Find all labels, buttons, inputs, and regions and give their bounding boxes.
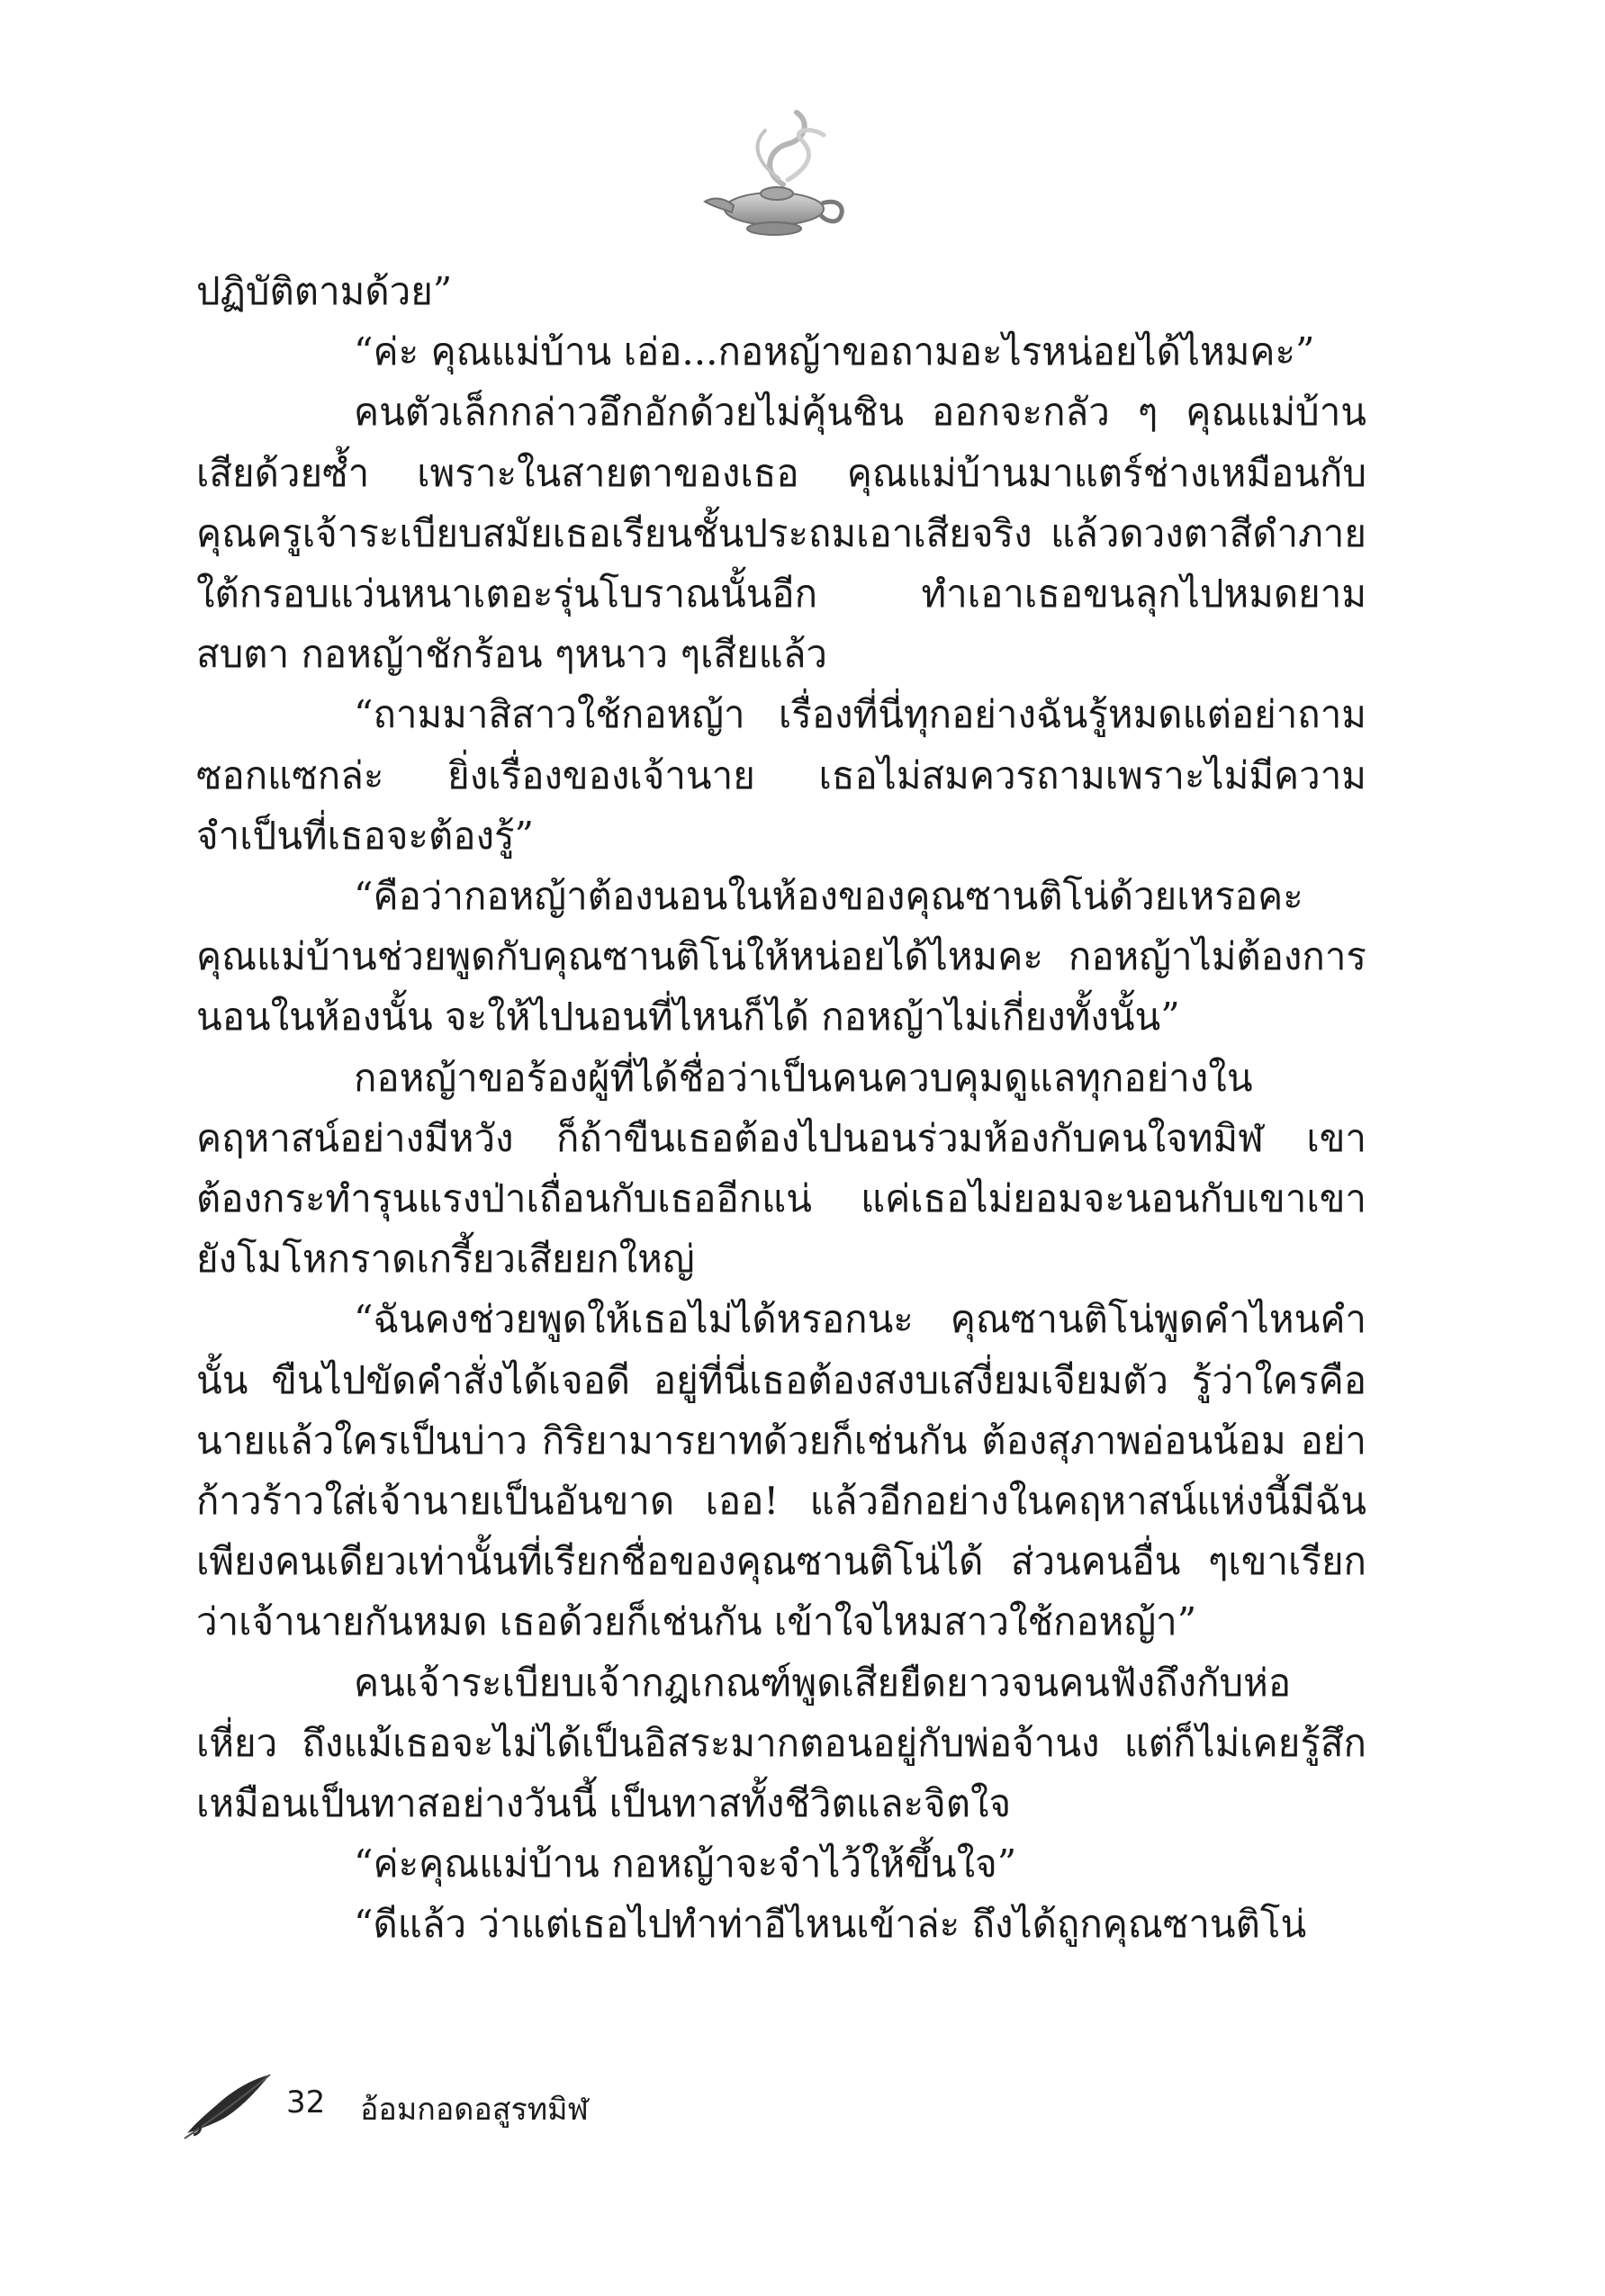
book-title: อ้อมกอดอสูรทมิฬ (360, 2092, 589, 2128)
genie-lamp-icon (698, 108, 860, 243)
feather-quill-icon (180, 2070, 279, 2142)
paragraph: “คือว่ากอหญ้าต้องนอนในห้องของคุณซานติโน่ด้วยเหรอคะ คุณแม่บ้านช่วยพูดกับคุณซานติโน่ให้หน่อยได้ไหมคะ กอหญ้าไม่ต้องการนอนในห้องนั้น จะให้ไปนอนที่ไหนก็ได้ กอหญ้าไม่เกี่ยงทั้งนั้น” (196, 874, 1366, 1040)
paragraph: คนตัวเล็กกล่าวอึกอักด้วยไม่คุ้นชิน ออกจะกลัว ๆ คุณแม่บ้านเสียด้วยซ้ำ เพราะในสายตาของเธอ คุณแม่บ้านมาแตร์ช่างเหมือนกับคุณครูเจ้าระเบียบสมัยเธอเรียนชั้นประถมเอาเสียจริง แล้วดวงตาสีดำภายใต้กรอบแว่นหนาเตอะรุ่นโบราณนั้นอีก ทำเอาเธอขนลุกไปหมดยามสบตา กอหญ้าชักร้อน ๆหนาว ๆเสียแล้ว (196, 390, 1366, 677)
page-footer (180, 2070, 990, 2142)
page-number: 32 (286, 2084, 326, 2120)
paragraph: “ถามมาสิสาวใช้กอหญ้า เรื่องที่นี่ทุกอย่างฉันรู้หมดแต่อย่าถามซอกแซกล่ะ ยิ่งเรื่องของเจ้านาย เธอไม่สมควรถามเพราะไม่มีความจำเป็นที่เธอจะต้องรู้” (196, 692, 1366, 858)
paragraph: ปฏิบัติตามด้วย” (196, 269, 453, 313)
body-text (196, 261, 1366, 1955)
paragraph: กอหญ้าขอร้องผู้ที่ได้ชื่อว่าเป็นคนควบคุมดูแลทุกอย่างในคฤหาสน์อย่างมีหวัง ก็ถ้าขืนเธอต้องไปนอนร่วมห้องกับคนใจทมิฬ เขาต้องกระทำรุนแรงป่าเถื่อนกับเธออีกแน่ แค่เธอไม่ยอมจะนอนกับเขาเขายังโมโหกราดเกรี้ยวเสียยกใหญ่ (196, 1055, 1366, 1282)
paragraph: คนเจ้าระเบียบเจ้ากฎเกณฑ์พูดเสียยืดยาวจนคนฟังถึงกับห่อเหี่ยว ถึงแม้เธอจะไม่ได้เป็นอิสระมากตอนอยู่กับพ่อจ้านง แต่ก็ไม่เคยรู้สึกเหมือนเป็นทาสอย่างวันนี้ เป็นทาสทั้งชีวิตและจิตใจ (196, 1660, 1366, 1826)
paragraph: “ฉันคงช่วยพูดให้เธอไม่ได้หรอกนะ คุณซานติโน่พูดคำไหนคำนั้น ขืนไปขัดคำสั่งได้เจอดี อยู่ที่นี่เธอต้องสงบเสงี่ยมเจียมตัว รู้ว่าใครคือนายแล้วใครเป็นบ่าว กิริยามารยาทด้วยก็เช่นกัน ต้องสุภาพอ่อนน้อม อย่าก้าวร้าวใส่เจ้านายเป็นอันขาด เออ! แล้วอีกอย่างในคฤหาสน์แห่งนี้มีฉันเพียงคนเดียวเท่านั้นที่เรียกชื่อของคุณซานติโน่ได้ ส่วนคนอื่น ๆเขาเรียกว่าเจ้านายกันหมด เธอด้วยก็เช่นกัน เข้าใจไหมสาวใช้กอหญ้า” (196, 1297, 1366, 1644)
paragraph: “ค่ะคุณแม่บ้าน กอหญ้าจะจำไว้ให้ขึ้นใจ” (354, 1841, 1017, 1886)
paragraph: “ดีแล้ว ว่าแต่เธอไปทำท่าอีไหนเข้าล่ะ ถึงได้ถูกคุณซานติโน่ (354, 1902, 1307, 1947)
paragraph: “ค่ะ คุณแม่บ้าน เอ่อ...กอหญ้าขอถามอะไรหน่อยได้ไหมคะ” (354, 329, 1315, 374)
